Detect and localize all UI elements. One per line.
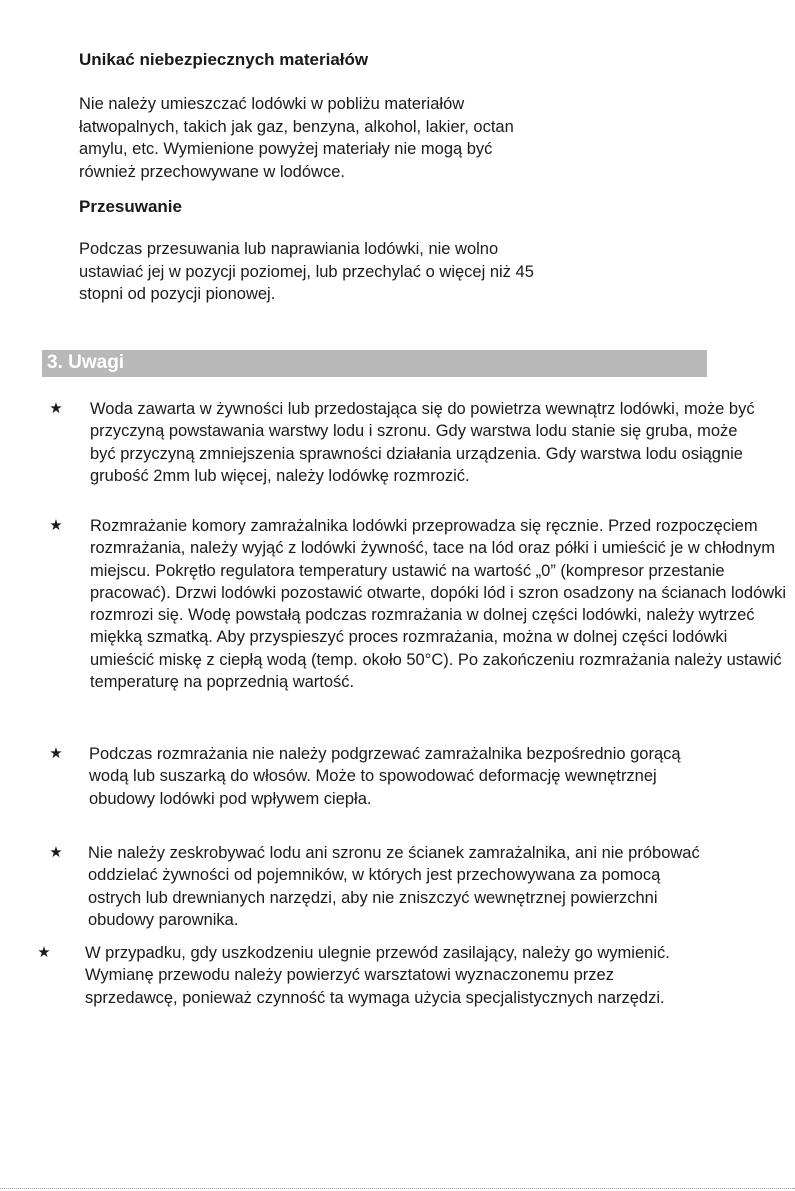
note-text-5: W przypadku, gdy uszkodzeniu ulegnie przewód zasilający, należy go wymienić. Wymianę przewodu należy powierzyć warsztatowi wyznaczonemu przez sprzedawcę, ponieważ czynność ta wymaga użycia specjalistycznych narzędzi.	[85, 944, 670, 1007]
star-bullet-icon: ★	[49, 400, 63, 417]
star-bullet-icon: ★	[49, 844, 63, 861]
notes-section-bar	[42, 350, 707, 377]
star-bullet-icon: ★	[49, 517, 63, 534]
note-text-4: Nie należy zeskrobywać lodu ani szronu ze ścianek zamrażalnika, ani nie próbować oddzielać żywności od pojemników, w których jest przechowywana za pomocą ostrych lub drewnianych narzędzi, aby nie zniszczyć wewnętrznej powierzchni obudowy parownika.	[88, 844, 700, 929]
note-text-2: Rozmrażanie komory zamrażalnika lodówki przeprowadza się ręcznie. Przed rozpoczęciem rozmrażania, należy wyjąć z lodówki żywność, tace na lód oraz półki i umieścić je w chłodnym miejscu. Pokrętło regulatora temperatury ustawić na wartość „0” (kompresor przestanie pracować). Drzwi lodówki pozostawić otwarte, dopóki lód i szron osadzony na ścianach lodówki rozmrozi się. Wodę powstałą podczas rozmrażania w dolnej części lodówki, należy wytrzeć miękką szmatką. Aby przyspieszyć proces rozmrażania, można w dolnej części lodówki umieścić miskę z ciepłą wodą (temp. około 50°C). Po zakończeniu rozmrażania należy ustawić temperaturę na poprzednią wartość.	[90, 517, 787, 692]
star-bullet-icon: ★	[49, 745, 63, 762]
bottom-dotted-rule	[0, 1188, 795, 1189]
note-text-3: Podczas rozmrażania nie należy podgrzewać zamrażalnika bezpośrednio gorącą wodą lub suszarką do włosów. Może to spowodować deformację wewnętrznej obudowy lodówki pod wpływem ciepła.	[89, 745, 681, 808]
star-bullet-icon: ★	[37, 944, 51, 961]
note-text-1: Woda zawarta w żywności lub przedostająca się do powietrza wewnątrz lodówki, może być przyczyną powstawania warstwy lodu i szronu. Gdy warstwa lodu stanie się gruba, może być przyczyną zmniejszenia sprawności działania urządzenia. Gdy warstwa lodu osiągnie grubość 2mm lub więcej, należy lodówkę rozmrozić.	[90, 400, 755, 485]
hazardous-materials-paragraph: Nie należy umieszczać lodówki w pobliżu materiałów łatwopalnych, takich jak gaz, benzyna, alkohol, lakier, octan amylu, etc. Wymienione powyżej materiały nie mogą być również przechowywane w lodówce.	[79, 95, 514, 182]
hazardous-materials-heading: Unikać niebezpiecznych materiałów	[79, 50, 369, 69]
moving-paragraph: Podczas przesuwania lub naprawiania lodówki, nie wolno ustawiać jej w pozycji poziomej, lub przechylać o więcej niż 45 stopni od pozycji pionowej.	[79, 240, 534, 304]
notes-section-title: 3. Uwagi	[47, 352, 125, 373]
moving-heading: Przesuwanie	[79, 197, 182, 216]
